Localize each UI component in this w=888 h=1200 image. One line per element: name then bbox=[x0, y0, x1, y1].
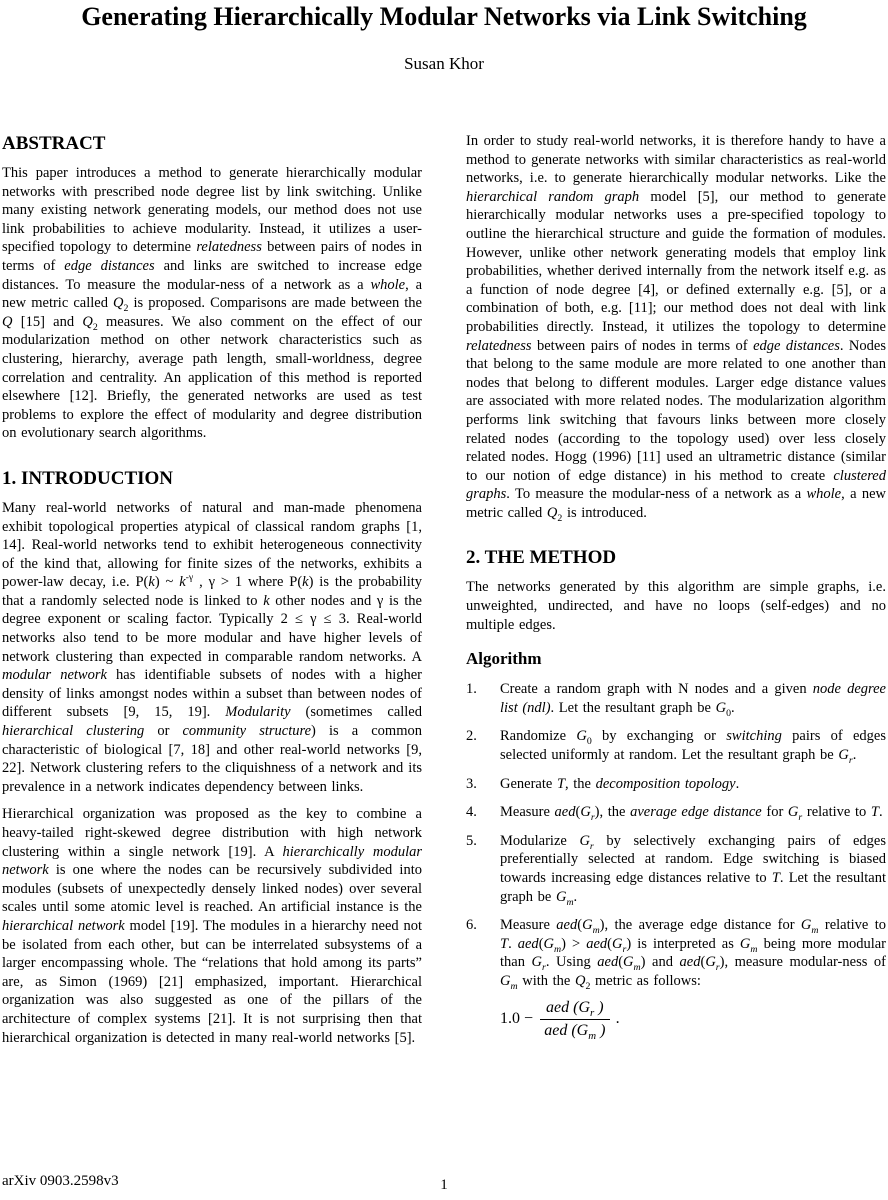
step-number: 1. bbox=[466, 681, 477, 698]
algorithm-list bbox=[466, 680, 886, 1041]
fraction-denominator: aed ($G_m$ ) bbox=[544, 1022, 606, 1043]
algorithm-step-6 bbox=[466, 916, 886, 1041]
algorithm-step-2 bbox=[466, 727, 886, 764]
author-name: Susan Khor bbox=[404, 54, 484, 73]
left-column bbox=[2, 132, 422, 1047]
introduction-heading: 1. INTRODUCTION bbox=[2, 467, 174, 489]
arxiv-id: arXiv 0903.2598v3 bbox=[2, 1173, 119, 1189]
algorithm-step-1 bbox=[466, 680, 886, 717]
continuation-paragraph: In order to study real-world networks, it is therefore handy to have a method to generate networks with similar characteristics as real-world networks, i.e. to generate hierarchically modular networks. Like the hierarchical random graph model [5], our method to generate hierarchically modular networks uses a pre-specified topology to outline the hierarchical structure and guide the formation of modules. However, unlike other network generating models that employ link probabilities, whether derived internally from the network itself e.g. as a function of node degree [4], or defined externally e.g. [5], or a combination of both, e.g. [11]; our method does not deal with link probabilities directly. Instead, it utilizes the topology to determine relatedness between pairs of nodes in terms of edge distances. Nodes that belong to the same module are more related to one another than nodes that belong to different modules. Larger edge distance values are associated with more related nodes. The modularization algorithm performs link switching that favours links between more closely related nodes (according to the topology used) over less closely related nodes. Hogg (1996) [11] used an ultrametric distance (similar to our notion of edge distance) in his method to create clustered graphs. To measure the modular-ness of a network as a whole, a new metric called $Q_2$ is introduced. bbox=[466, 133, 887, 524]
right-column bbox=[466, 132, 886, 1047]
step-text: Generate T, the decomposition topology. bbox=[500, 775, 740, 792]
introduction-paragraph-1: Many real-world networks of natural and man-made phenomena exhibit topological properties atypical of classical random graphs [1, 14]. Real-world networks tend to exhibit heterogeneous connectivity of the kind that, allowing for finite sizes of the networks, exhibits a power-law decay, i.e. P(k) ~ $k^{-\gamma}$ , γ > 1 where P(k) is the probability that a randomly selected node is linked to k other nodes and γ is the degree exponent or scaling factor. Typically 2 ≤ γ ≤ 3. Real-world networks also tend to be more modular and have higher levels of network clustering than expected in comparable random networks. A modular network has identifiable subsets of nodes with a higher density of links amongst nodes within a subset than between nodes of different subsets [9, 15, 19]. Modularity (sometimes called hierarchical clustering or community structure) is a common characteristic of biological [7, 18] and other real-world networks [9, 22]. Network clustering refers to the cliquishness of a network and its prevalence in a network indicates dependency between links. bbox=[2, 499, 423, 795]
abstract-section bbox=[2, 132, 422, 443]
step-text: Randomize $G_0$ by exchanging or switching pairs of edges selected uniformly at random. Let the resultant graph be $G_r$. bbox=[500, 728, 886, 766]
abstract-heading: ABSTRACT bbox=[2, 133, 106, 154]
step-text bbox=[500, 916, 886, 1041]
introduction-paragraph-2: Hierarchical organization was proposed as the key to combine a heavy-tailed right-skewed degree distribution with high network clustering within a single network [19]. A hierarchically modular network is one where the nodes can be recursively subdivided into modules (subsets of unexpectedly densely linked nodes) over several scales until some atomic level is reached. An artificial instance is the hierarchical network model [19]. The modules in a hierarchy need not be isolated from each other, but can be interrelated subsystems of a larger encompassing whole. The “relations that hold among its parts” are, as Simon (1969) [21] emphasized, important. Hierarchical organization was also suggested as one of the pillars of the architecture of complex systems [21]. It is not surprising then that hierarchical organization is detected in many real-world networks [5]. bbox=[2, 806, 422, 1046]
formula-suffix: . bbox=[615, 1010, 620, 1028]
algorithm-heading: Algorithm bbox=[466, 649, 542, 669]
q2-formula bbox=[500, 999, 886, 1041]
algorithm-step-3 bbox=[466, 775, 886, 794]
formula-fraction bbox=[540, 999, 610, 1041]
algorithm-step-4 bbox=[466, 803, 886, 822]
fraction-numerator: aed ($G_r$ ) bbox=[540, 999, 610, 1021]
step-number: 6. bbox=[466, 917, 477, 934]
two-column-body bbox=[0, 132, 888, 1047]
step-text: Create a random graph with N nodes and a given node degree list (ndl). Let the resultant graph be $G_0$. bbox=[500, 681, 886, 719]
algorithm-step-5 bbox=[466, 832, 886, 906]
step-text: Modularize $G_r$ by selectively exchanging pairs of edges preferentially selected at random. Edge switching is biased towards increasing edge distances relative to T. Let the resultant graph be $G_m$. bbox=[500, 832, 887, 908]
step-text-inline: Measure $aed(G_m)$, the average edge distance for $G_m$ relative to T. $aed(G_m) > aed(G_r)$ is interpreted as $G_m$ being more modular than $G_r$. Using $aed(G_m)$ and $aed(G_r)$, measure modular-ness of $G_m$ with the $Q_2$ metric as follows: bbox=[500, 917, 886, 992]
method-heading: 2. THE METHOD bbox=[466, 547, 617, 569]
page-title: Generating Hierarchically Modular Networks via Link Switching bbox=[81, 2, 807, 31]
formula-prefix: 1.0 − bbox=[500, 1010, 534, 1028]
method-intro-paragraph: The networks generated by this algorithm are simple graphs, i.e. unweighted, undirected, and have no loops (self-edges) and no multiple edges. bbox=[466, 579, 886, 633]
introduction-section bbox=[2, 467, 422, 1047]
method-section bbox=[466, 546, 887, 1043]
step-number: 3. bbox=[466, 775, 477, 792]
page-number: 1 bbox=[440, 1177, 448, 1193]
step-number: 5. bbox=[466, 832, 477, 849]
step-number: 2. bbox=[466, 728, 477, 745]
abstract-paragraph: This paper introduces a method to generate hierarchically modular networks with prescribed node degree list by link switching. Unlike many existing network generating models, our method does not use link probabilities to achieve modularity. Instead, it utilizes a user-specified topology to determine relatedness between pairs of nodes in terms of edge distances and links are switched to increase edge distances. To measure the modular-ness of a network as a whole, a new metric called $Q_2$ is proposed. Comparisons are made between the Q [15] and $Q_2$ measures. We also comment on the effect of our modularization method on other network characteristics such as clustering, hierarchy, average path length, small-worldness, degree correlation and centrality. An application of this method is reported elsewhere [12]. Briefly, the generated networks are used as test problems to explore the effect of modularity and degree distribution on evolutionary search algorithms. bbox=[2, 165, 422, 442]
step-number: 4. bbox=[466, 804, 477, 821]
step-text: Measure $aed(G_r)$, the average edge distance for $G_r$ relative to T. bbox=[500, 804, 883, 824]
